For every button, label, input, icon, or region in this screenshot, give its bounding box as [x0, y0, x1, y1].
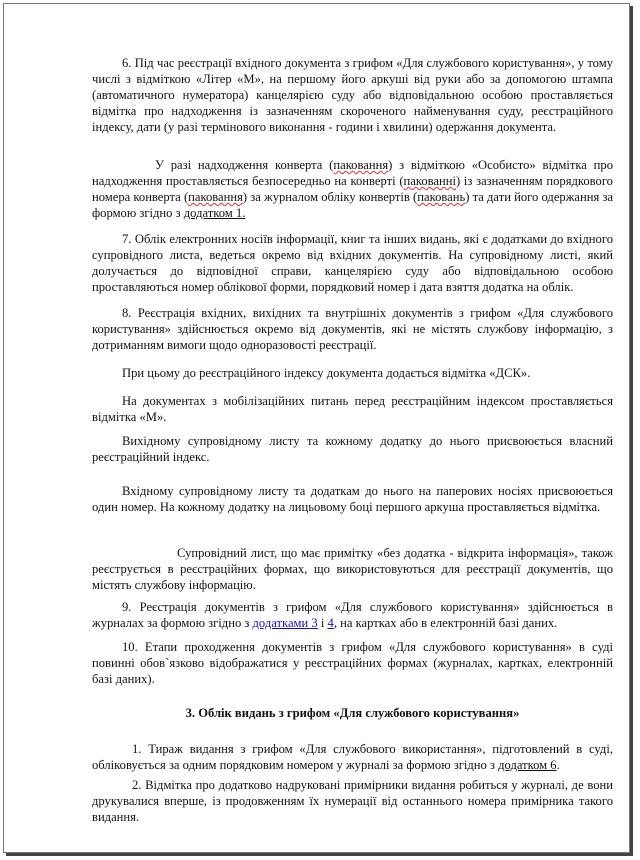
paragraph-10: 10. Етапи проходження документів з грифом «Для службового користування» в суді повинні обов`язково відображатися у реєстраційних формах (журналах, картках, електронній базі даних).	[92, 640, 613, 686]
spellcheck-word: паковання	[333, 158, 389, 172]
section-heading-3: 3. Облік видань з грифом «Для службового користування»	[185, 706, 520, 720]
paragraph-dsk: При цьому до реєстраційного індексу документа додається відмітка «ДСК».	[122, 366, 531, 380]
paragraph-section3-2: 2. Відмітка про додатково надруковані примірники видання робиться у журналі, де вони друкувалися вперше, із продовженням їх нумерації від останнього номера примірника такого видання.	[92, 778, 613, 824]
paragraph-7: 7. Облік електронних носіїв інформації, книг та інших видань, які є додатками до вхідного супровідного листа, ведеться окремо від вхідних документів. На супровідному листі, який долучається до відповідної справи, канцелярією суду або відповідальною особою проставляються номер облікової форми, порядковий номер і дата взяття додатка на облік.	[92, 232, 613, 294]
text: ) з відміткою «Особисто» відмітка про надходження проставляється безпосередньо на конверті (	[92, 158, 613, 188]
spellcheck-word: паковання	[188, 190, 243, 204]
spellcheck-word: паковань	[417, 190, 466, 204]
text: ) за журналом обліку конвертів (	[242, 190, 418, 204]
paragraph-incoming: Вхідному супровідному листу та додаткам до нього на паперових носіях присвоюється один номер. На кожному додатку на лицьовому боці першого аркуша проставляється відмітка.	[92, 484, 613, 514]
text: , на картках або в електронній базі даних.	[333, 616, 558, 630]
paragraph-section3-1	[92, 741, 613, 773]
link-appendix-6[interactable]: додатком 6	[498, 758, 557, 772]
text: ) із зазначенням порядкового номера конверта (	[92, 174, 613, 204]
paragraph-mobilization: На документах з мобілізаційних питань перед реєстраційним індексом проставляється відмітка «М».	[92, 394, 613, 424]
link-appendix-4[interactable]: 4	[327, 616, 334, 630]
text: ) та дати його одержання за формою згідно з	[92, 190, 614, 220]
link-appendix-1[interactable]: додатком 1.	[183, 206, 246, 220]
text: .	[556, 758, 560, 772]
paragraph-envelope	[92, 157, 613, 221]
spellcheck-word: пакованні	[403, 174, 456, 188]
paragraph-6: 6. Під час реєстрації вхідного документа з грифом «Для службового користування», у тому числі з відміткою «Літер «М», на першому його аркуші від руки або за допомогою штампа (автоматичного нумератора) канцелярією суду або відповідальною особою проставляється відмітка про надходження із зазначенням скороченого найменування суду, реєстраційного індексу, дати (у разі термінового виконання - години і хвилини) одержання документа.	[92, 56, 613, 134]
text: 1. Тираж видання з грифом «Для службового використання», підготовлений в суді, обліковується за одним порядковим номером у журналі за формою згідно з	[92, 742, 613, 772]
paragraph-outgoing: Вихідному супровідному листу та кожному додатку до нього присвоюється власний реєстраційний індекс.	[92, 434, 613, 464]
text: і	[317, 616, 328, 630]
link-appendix-3[interactable]: додатками 3	[252, 616, 318, 630]
text: У разі надходження конверта (	[155, 158, 334, 172]
paragraph-cover-letter: Супровідний лист, що має примітку «без додатка - відкрита інформація», також реєструється в реєстраційних формах, що використовуються для реєстрації документів, що містять службову інформацію.	[92, 546, 613, 592]
paragraph-8: 8. Реєстрація вхідних, вихідних та внутрішніх документів з грифом «Для службового користування» здійснюється окремо від документів, які не містять службову інформацію, з дотриманням вимоги щодо одноразовості реєстрації.	[92, 306, 613, 352]
text: 9. Реєстрація документів з грифом «Для службового користування» здійснюється в журналах за формою згідно з	[92, 600, 613, 630]
paragraph-9	[92, 599, 613, 631]
